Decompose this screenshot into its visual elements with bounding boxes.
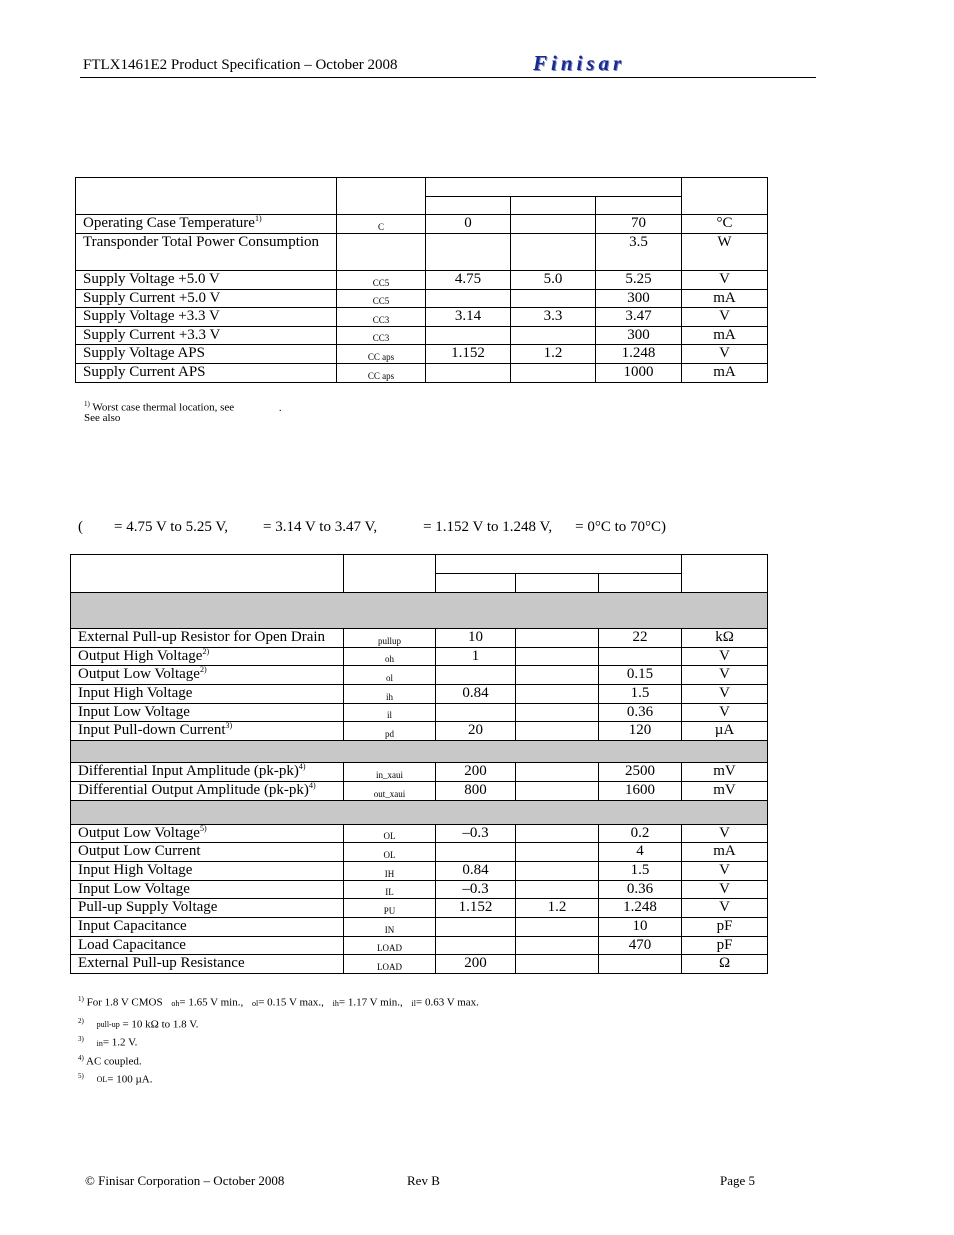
min-value <box>436 704 516 722</box>
parameter-name <box>76 345 337 364</box>
typ-value <box>511 327 596 345</box>
max-value: 22 <box>599 629 682 648</box>
unit-cell: pF <box>682 918 768 937</box>
parameter-label: Load Capacitance <box>78 937 186 953</box>
parameter-name <box>76 308 337 327</box>
conditions-vcc3-range: = 3.14 V to 3.47 V, <box>263 519 378 535</box>
footnote-marker: 3) <box>78 1035 84 1044</box>
table2-note-4 <box>78 1051 778 1069</box>
footnote-marker: 1) <box>84 400 90 408</box>
min-value <box>426 327 511 345</box>
min-value: 0.84 <box>436 685 516 704</box>
section-band <box>71 593 768 629</box>
max-value: 4 <box>599 843 682 862</box>
typ-value <box>511 234 596 271</box>
parameter-label: Operating Case Temperature <box>83 215 255 231</box>
typ-value <box>516 918 599 937</box>
parameter-name <box>71 648 344 666</box>
parameter-label: Differential Input Amplitude (pk-pk) <box>78 763 299 779</box>
table-row <box>71 862 768 881</box>
unit-cell: V <box>682 862 768 881</box>
unit-cell: Ω <box>682 955 768 974</box>
parameter-name <box>71 955 344 974</box>
unit-cell: V <box>682 666 768 685</box>
parameter-label: Input Low Voltage <box>78 881 190 897</box>
unit-cell: mV <box>682 763 768 782</box>
unit-cell: V <box>682 899 768 918</box>
symbol-cell: ih <box>344 685 436 704</box>
footnote-ref: 2) <box>202 647 210 656</box>
min-value: 20 <box>436 722 516 741</box>
table2-note-3 <box>78 1032 778 1051</box>
parameter-name <box>71 825 344 843</box>
parameter-label: Supply Voltage APS <box>83 345 205 361</box>
symbol-cell: oh <box>344 648 436 666</box>
max-value: 300 <box>596 327 682 345</box>
table-row <box>71 685 768 704</box>
min-value: 10 <box>436 629 516 648</box>
typ-value <box>516 881 599 899</box>
unit-cell: mV <box>682 782 768 801</box>
symbol-cell: C <box>337 215 426 234</box>
table1-header-max <box>596 197 682 215</box>
min-value: 3.14 <box>426 308 511 327</box>
max-value: 0.15 <box>599 666 682 685</box>
unit-cell: mA <box>682 327 768 345</box>
parameter-label: Input Pull-down Current <box>78 722 226 738</box>
typ-value <box>516 666 599 685</box>
parameter-label: Supply Current +5.0 V <box>83 290 221 306</box>
table2-header-typ <box>516 574 599 593</box>
symbol-cell: pullup <box>344 629 436 648</box>
document-header-title: FTLX1461E2 Product Specification – October 2008 <box>83 57 398 73</box>
table1-header-typ <box>511 197 596 215</box>
typ-value <box>516 704 599 722</box>
typ-value <box>511 215 596 234</box>
conditions-vcc5-range: = 4.75 V to 5.25 V, <box>114 519 229 535</box>
typ-value: 3.3 <box>511 308 596 327</box>
unit-cell: V <box>682 685 768 704</box>
max-value: 1.5 <box>599 862 682 881</box>
footnote-subscript: ih <box>332 998 339 1008</box>
typ-value: 1.2 <box>516 899 599 918</box>
max-value: 3.47 <box>596 308 682 327</box>
parameter-name <box>71 918 344 937</box>
parameter-name <box>76 364 337 383</box>
unit-cell: mA <box>682 290 768 308</box>
min-value <box>436 918 516 937</box>
parameter-name <box>76 290 337 308</box>
typ-value <box>516 782 599 801</box>
table2-note-1 <box>78 992 778 1011</box>
unit-cell: °C <box>682 215 768 234</box>
parameter-name <box>71 722 344 741</box>
footer-revision: Rev B <box>407 1173 440 1188</box>
table-row <box>71 881 768 899</box>
table2-header-max <box>599 574 682 593</box>
table-row <box>71 843 768 862</box>
parameter-label: Supply Current APS <box>83 364 206 380</box>
parameter-label: Supply Voltage +5.0 V <box>83 271 220 287</box>
table2-section-3 <box>71 801 768 825</box>
typ-value <box>511 364 596 383</box>
table1-note-2: See also <box>84 412 121 424</box>
parameter-label: Differential Output Amplitude (pk-pk) <box>78 782 309 798</box>
table-row <box>71 722 768 741</box>
table2-header-value-group <box>436 555 682 574</box>
min-value: 1 <box>436 648 516 666</box>
min-value <box>426 364 511 383</box>
table2-group-3 <box>71 825 768 974</box>
footnote-text: = 10 kΩ to 1.8 V. <box>122 1018 199 1031</box>
parameter-name <box>71 843 344 862</box>
typ-value <box>516 763 599 782</box>
footnote-ref: 2) <box>199 665 207 674</box>
typ-value <box>516 685 599 704</box>
symbol-cell: il <box>344 704 436 722</box>
symbol-cell <box>337 234 426 271</box>
table-row <box>71 704 768 722</box>
footnote-marker: 2) <box>78 1016 84 1025</box>
footnote-subscript: oh <box>171 998 180 1008</box>
unit-cell: V <box>682 825 768 843</box>
symbol-cell: CC5 <box>337 271 426 290</box>
parameter-label: Input Low Voltage <box>78 704 190 720</box>
max-value: 1.5 <box>599 685 682 704</box>
footnote-text: = 0.15 V max., <box>258 996 324 1009</box>
footnote-text: = 1.65 V min., <box>179 996 244 1009</box>
table2-group-2 <box>71 763 768 801</box>
table2-note-5 <box>78 1069 778 1088</box>
max-value: 1000 <box>596 364 682 383</box>
typ-value <box>516 843 599 862</box>
symbol-cell: OL <box>344 843 436 862</box>
table-row <box>76 345 768 364</box>
unit-cell: V <box>682 271 768 290</box>
min-value: 200 <box>436 955 516 974</box>
table2-header-parameter <box>71 555 344 593</box>
typ-value <box>516 862 599 881</box>
footnote-text: = 0.63 V max. <box>415 996 479 1009</box>
typ-value <box>516 648 599 666</box>
table-row <box>76 271 768 290</box>
table-row <box>71 763 768 782</box>
symbol-cell: IH <box>344 862 436 881</box>
unit-cell: pF <box>682 937 768 955</box>
parameter-label: External Pull-up Resistor for Open Drain <box>78 629 326 645</box>
footnote-text: = 100 µA. <box>107 1073 153 1086</box>
min-value: 0.84 <box>436 862 516 881</box>
unit-cell: V <box>682 704 768 722</box>
section-band <box>71 801 768 825</box>
table-row <box>71 918 768 937</box>
max-value: 70 <box>596 215 682 234</box>
footnote-text: = 1.2 V. <box>102 1036 138 1049</box>
parameter-name <box>71 685 344 704</box>
min-value <box>436 937 516 955</box>
footnote-subscript: ol <box>251 998 259 1008</box>
max-value: 3.5 <box>596 234 682 271</box>
parameter-label: Supply Voltage +3.3 V <box>83 308 220 324</box>
table2-note-2 <box>78 1014 778 1033</box>
table-row <box>71 955 768 974</box>
unit-cell: mA <box>682 843 768 862</box>
parameter-label: Output Low Voltage <box>78 825 200 841</box>
min-value <box>436 843 516 862</box>
footnote-subscript: pull-up <box>96 1020 120 1030</box>
symbol-cell: IN <box>344 918 436 937</box>
parameter-name <box>71 763 344 782</box>
table2-header-unit <box>682 555 768 593</box>
unit-cell: V <box>682 648 768 666</box>
unit-cell: mA <box>682 364 768 383</box>
symbol-cell: CC5 <box>337 290 426 308</box>
footnote-subscript: OL <box>96 1075 108 1085</box>
parameter-label: Output High Voltage <box>78 648 203 664</box>
parameter-name <box>71 862 344 881</box>
max-value: 0.36 <box>599 881 682 899</box>
typ-value: 1.2 <box>511 345 596 364</box>
typ-value <box>511 290 596 308</box>
max-value: 1.248 <box>596 345 682 364</box>
parameter-label: Supply Current +3.3 V <box>83 327 221 343</box>
max-value: 1600 <box>599 782 682 801</box>
table2-header-symbol <box>344 555 436 593</box>
symbol-cell: CC3 <box>337 327 426 345</box>
symbol-cell: CC3 <box>337 308 426 327</box>
max-value: 300 <box>596 290 682 308</box>
min-value: –0.3 <box>436 825 516 843</box>
table2-header-row <box>71 555 768 574</box>
unit-cell: V <box>682 345 768 364</box>
footnote-ref: 1) <box>254 214 262 223</box>
footnote-ref: 4) <box>308 781 316 790</box>
unit-cell: kΩ <box>682 629 768 648</box>
conditions-vaps-range: = 1.152 V to 1.248 V, <box>423 519 553 535</box>
min-value <box>426 234 511 271</box>
table-row <box>71 825 768 843</box>
table-row <box>71 629 768 648</box>
footnote-marker: 5) <box>78 1071 84 1080</box>
table2-group-1 <box>71 629 768 741</box>
parameter-label: Transponder Total Power Consumption <box>83 234 320 250</box>
finisar-logo: Finisar <box>533 51 626 75</box>
table1-body <box>76 215 768 383</box>
min-value <box>436 666 516 685</box>
table-row <box>71 937 768 955</box>
parameter-label: External Pull-up Resistance <box>78 955 245 971</box>
min-value: 800 <box>436 782 516 801</box>
footnote-text: For 1.8 V CMOS <box>86 996 163 1009</box>
table2-header-min <box>436 574 516 593</box>
parameter-name <box>76 234 337 271</box>
table-row <box>76 215 768 234</box>
table1-header-parameter <box>76 178 337 215</box>
parameter-name <box>71 881 344 899</box>
parameter-label: Input High Voltage <box>78 862 193 878</box>
table1-header-value-group <box>426 178 682 197</box>
max-value: 5.25 <box>596 271 682 290</box>
table2-section-1 <box>71 593 768 629</box>
footnote-subscript: il <box>411 998 416 1008</box>
footnote-subscript: in <box>96 1038 103 1048</box>
footer-copyright: © Finisar Corporation – October 2008 <box>85 1173 285 1188</box>
footnote-text: AC coupled. <box>86 1055 142 1068</box>
parameter-name <box>76 327 337 345</box>
table2-section-2 <box>71 741 768 763</box>
table1-header-row <box>76 178 768 197</box>
parameter-name <box>71 666 344 685</box>
min-value: 1.152 <box>426 345 511 364</box>
table-row <box>76 234 768 271</box>
footnote-ref: 5) <box>199 824 207 833</box>
min-value <box>426 290 511 308</box>
max-value: 1.248 <box>599 899 682 918</box>
table-row <box>71 666 768 685</box>
parameter-label: Input High Voltage <box>78 685 193 701</box>
parameter-label: Output Low Current <box>78 843 201 859</box>
parameter-name <box>71 704 344 722</box>
operating-conditions-line <box>78 519 666 536</box>
parameter-name <box>76 271 337 290</box>
min-value: –0.3 <box>436 881 516 899</box>
parameter-name <box>76 215 337 234</box>
typ-value <box>516 722 599 741</box>
symbol-cell: OL <box>344 825 436 843</box>
section-band <box>71 741 768 763</box>
unit-cell: µA <box>682 722 768 741</box>
unit-cell: V <box>682 308 768 327</box>
parameter-name <box>71 782 344 801</box>
footnote-marker: 1) <box>78 995 84 1003</box>
max-value <box>599 955 682 974</box>
max-value: 0.36 <box>599 704 682 722</box>
conditions-open-paren: ( <box>78 519 83 535</box>
typ-value <box>516 629 599 648</box>
footnote-ref: 3) <box>225 721 233 730</box>
table-row <box>71 648 768 666</box>
footnote-text: Worst case thermal location, see <box>92 401 235 414</box>
unit-cell: W <box>682 234 768 271</box>
electrical-characteristics-table <box>70 554 768 974</box>
table-row <box>71 899 768 918</box>
min-value: 4.75 <box>426 271 511 290</box>
typ-value <box>516 937 599 955</box>
table-row <box>71 782 768 801</box>
table1-header-min <box>426 197 511 215</box>
typ-value <box>516 825 599 843</box>
table1-header-symbol <box>337 178 426 215</box>
max-value: 2500 <box>599 763 682 782</box>
symbol-cell: LOAD <box>344 937 436 955</box>
min-value: 1.152 <box>436 899 516 918</box>
footnote-marker: 4) <box>78 1053 84 1062</box>
symbol-cell: IL <box>344 881 436 899</box>
table1-header-unit <box>682 178 768 215</box>
symbol-cell: out_xaui <box>344 782 436 801</box>
header-divider <box>80 77 816 78</box>
conditions-temperature-range: = 0°C to 70°C) <box>575 519 667 535</box>
symbol-cell: PU <box>344 899 436 918</box>
symbol-cell: pd <box>344 722 436 741</box>
parameter-label: Input Capacitance <box>78 918 187 934</box>
symbol-cell: ol <box>344 666 436 685</box>
symbol-cell: in_xaui <box>344 763 436 782</box>
unit-cell: V <box>682 881 768 899</box>
symbol-cell: CC aps <box>337 364 426 383</box>
symbol-cell: LOAD <box>344 955 436 974</box>
absolute-operating-conditions-table <box>75 177 768 383</box>
table-row <box>76 308 768 327</box>
symbol-cell: CC aps <box>337 345 426 364</box>
parameter-label: Output Low Voltage <box>78 666 200 682</box>
max-value: 0.2 <box>599 825 682 843</box>
footnote-ref: 4) <box>298 762 306 771</box>
parameter-name <box>71 629 344 648</box>
footnote-text: = 1.17 V min., <box>338 996 403 1009</box>
parameter-name <box>71 937 344 955</box>
max-value: 470 <box>599 937 682 955</box>
min-value: 0 <box>426 215 511 234</box>
min-value: 200 <box>436 763 516 782</box>
table2-notes <box>78 992 778 1087</box>
parameter-label: Pull-up Supply Voltage <box>78 899 218 915</box>
max-value <box>599 648 682 666</box>
typ-value: 5.0 <box>511 271 596 290</box>
typ-value <box>516 955 599 974</box>
max-value: 120 <box>599 722 682 741</box>
footnote-tail: . <box>278 401 282 414</box>
max-value: 10 <box>599 918 682 937</box>
parameter-name <box>71 899 344 918</box>
footer-page-number: Page 5 <box>720 1173 756 1188</box>
table-row <box>76 364 768 383</box>
table-row <box>76 327 768 345</box>
table-row <box>76 290 768 308</box>
